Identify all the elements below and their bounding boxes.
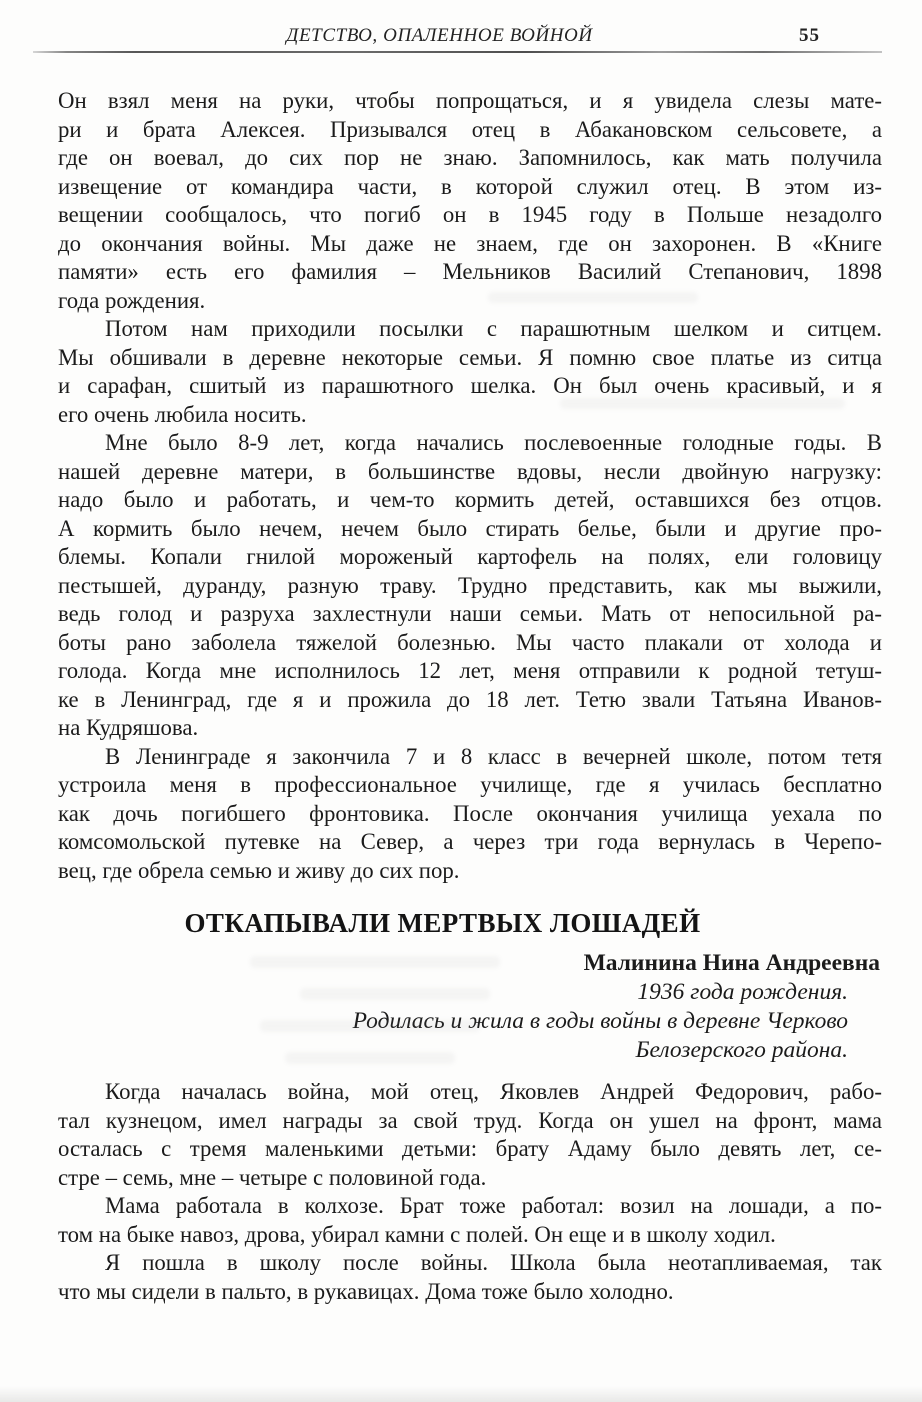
section-title: ОТКАПЫВАЛИ МЕРТВЫХ ЛОШАДЕЙ — [184, 908, 701, 938]
text-line: Когда началась война, мой отец, Яковлев Андрей Федорович, рабо- — [105, 1079, 882, 1104]
text-line: пестышей, дуранду, разную траву. Трудно представить, как мы выжили, — [58, 572, 882, 598]
running-header — [35, 25, 880, 51]
text-line: ведь голод и разруха захлестнули наши семьи. Мать от непосильной ра- — [58, 601, 882, 626]
text-line: А кормить было нечем, нечем было стирать белье, были и другие про- — [58, 515, 882, 541]
text-line: тал кузнецом, имел награды за свой труд. Когда он ушел на фронт, мама — [58, 1107, 882, 1133]
paragraph — [58, 1249, 882, 1306]
text-line: вец, где обрела семью и живу до сих пор. — [58, 857, 460, 883]
text-line: его очень любила носить. — [58, 401, 307, 427]
byline-bio-line: Белозерского района. — [635, 1037, 848, 1063]
memoir-start-section — [58, 1078, 882, 1306]
text-line: том на быке навоз, дрова, убирал камни с полей. Он еще и в школу ходил. — [58, 1221, 776, 1247]
paragraph — [58, 1192, 882, 1249]
text-line: Мы обшивали в деревне некоторые семьи. Я помню свое платье из ситца — [58, 344, 882, 370]
text-line: ри и брата Алексея. Призывался отец в Абакановском сельсовете, а — [58, 116, 882, 142]
memoir-end-section — [58, 87, 882, 885]
text-line: как дочь погибшего фронтовика. После окончания училища уехала по — [58, 800, 882, 826]
header-rule — [33, 51, 882, 53]
text-line: где он воевал, до сих пор не знаю. Запомнилось, как мать получила — [58, 145, 882, 170]
text-column — [58, 87, 882, 1306]
text-line: боты рано заболела тяжелой болезнью. Мы часто плакали от холода и — [58, 629, 882, 655]
text-line: осталась с тремя маленькими детьми: брату Адаму было девять лет, се- — [58, 1136, 882, 1161]
byline-born-year: 1936 года рождения. — [637, 979, 848, 1005]
text-line: Мама работала в колхозе. Брат тоже работал: возил на лошади, а по- — [105, 1193, 882, 1218]
text-line: В Ленинграде я закончила 7 и 8 класс в вечерней школе, потом тетя — [105, 743, 882, 769]
text-line: и сарафан, сшитый из парашютного шелка. Он был очень красивый, и я — [58, 373, 882, 398]
paragraph — [58, 1078, 882, 1192]
text-line: стре – семь, мне – четыре с половиной года. — [58, 1164, 487, 1190]
paragraph — [58, 315, 882, 429]
byline-bio — [58, 1007, 882, 1065]
text-line: голода. Когда мне исполнилось 12 лет, меня отправили к родной тетуш- — [58, 658, 882, 683]
text-line: года рождения. — [58, 287, 206, 313]
page-number: 55 — [799, 25, 820, 46]
text-line: надо было и работать, и чем-то кормить детей, оставшихся без отцов. — [58, 487, 882, 512]
text-line: на Кудряшова. — [58, 715, 199, 740]
text-line: памяти» есть его фамилия – Мельников Василий Степанович, 1898 — [58, 259, 882, 284]
byline-bio-line: Родилась и жила в годы войны в деревне Черково — [352, 1008, 848, 1034]
text-line: устроила меня в профессиональное училище, где я училась бесплатно — [58, 772, 882, 797]
text-line: извещение от командира части, в которой служил отец. В этом из- — [58, 173, 882, 199]
text-line: Он взял меня на руки, чтобы попрощаться, и я увидела слезы мате- — [58, 88, 882, 113]
byline-author: Малинина Нина Андреевна — [583, 950, 880, 976]
text-line: блемы. Копали гнилой мороженый картофель на полях, ели головицу — [58, 544, 882, 569]
running-title: ДЕТСТВО, ОПАЛЕННОЕ ВОЙНОЙ — [286, 25, 593, 46]
text-line: нашей деревне матери, в большинстве вдовы, несли двойную нагрузку: — [58, 458, 882, 484]
text-line: вещении сообщалось, что погиб он в 1945 году в Польше незадолго — [58, 202, 882, 227]
paragraph — [58, 743, 882, 886]
text-line: комсомольской путевке на Север, а через три года вернулась в Черепо- — [58, 829, 882, 854]
text-line: что мы сидели в пальто, в рукавицах. Дома тоже было холодно. — [58, 1278, 674, 1304]
paragraph — [58, 429, 882, 743]
text-line: до окончания войны. Мы даже не знаем, где он захоронен. В «Книге — [58, 230, 882, 256]
scan-shadow — [0, 1386, 922, 1402]
text-line: Потом нам приходили посылки с парашютным шелком и ситцем. — [105, 316, 882, 341]
paragraph — [58, 87, 882, 315]
text-line: Я пошла в школу после войны. Школа была неотапливаемая, так — [105, 1250, 882, 1275]
byline — [58, 949, 882, 1065]
text-line: ке в Ленинград, где я и прожила до 18 лет. Тетю звали Татьяна Иванов- — [58, 686, 882, 712]
text-line: Мне было 8-9 лет, когда начались послевоенные голодные годы. В — [105, 430, 882, 455]
